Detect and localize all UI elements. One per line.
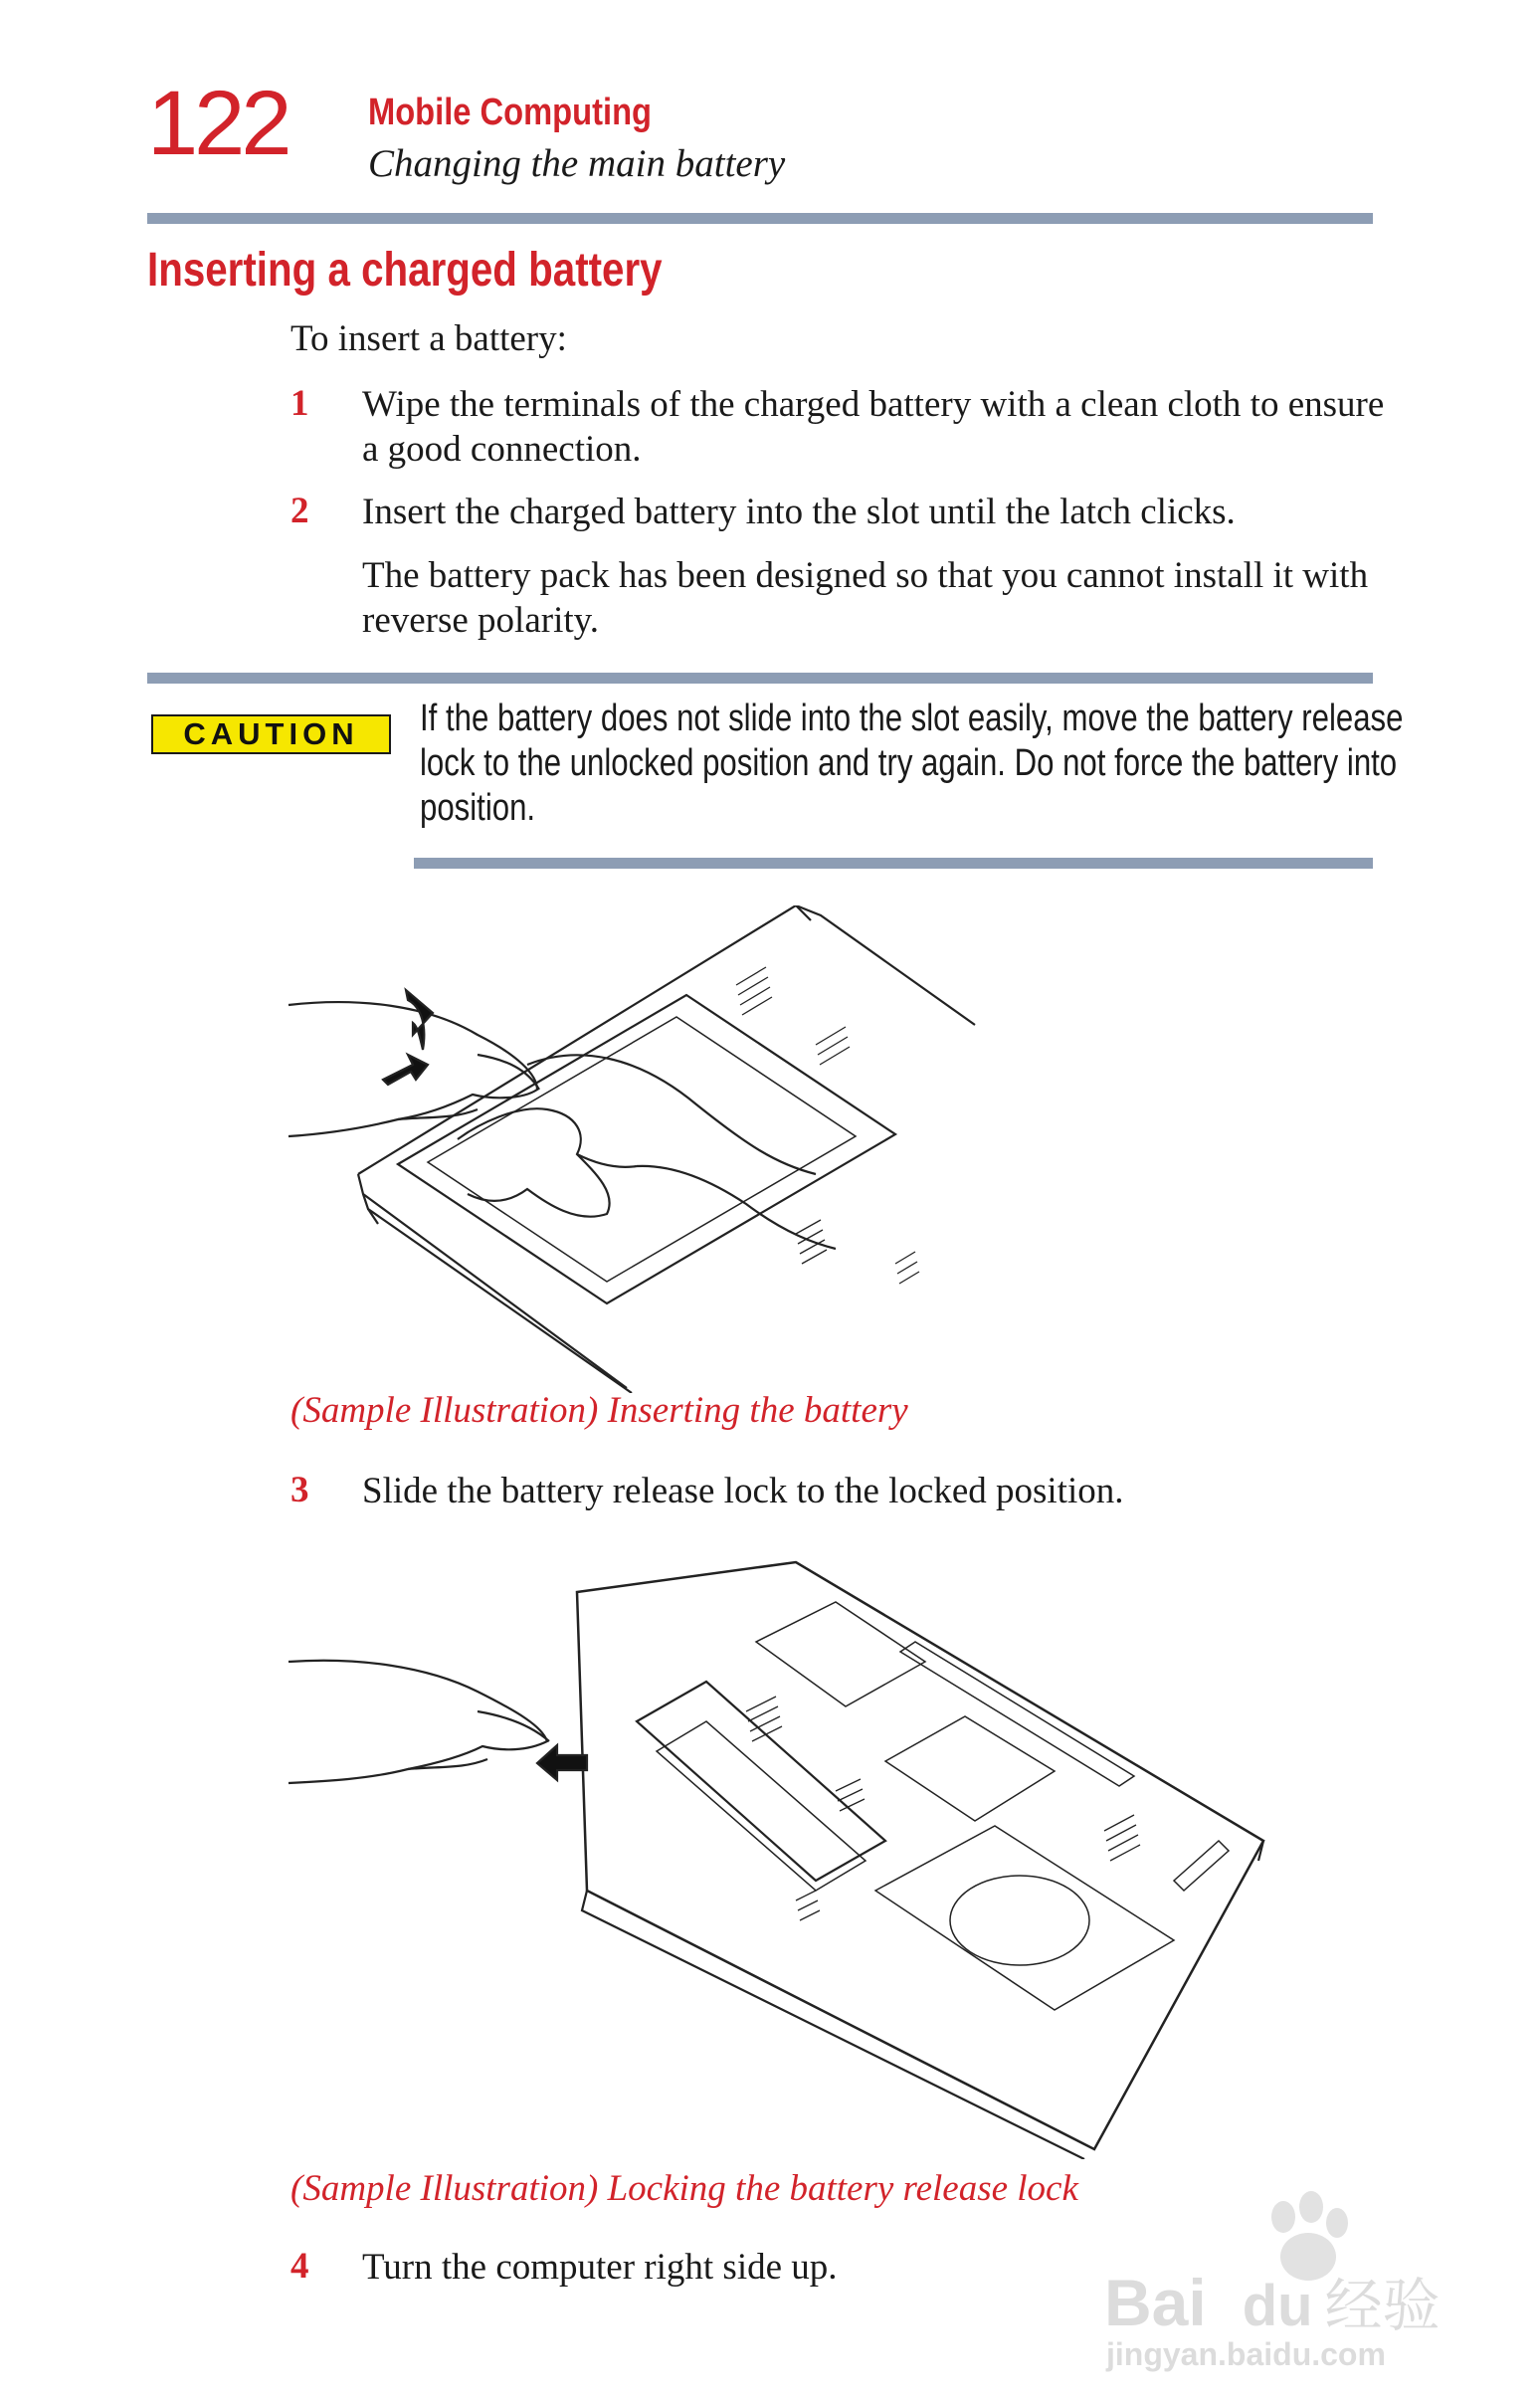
header-rule [147, 213, 1373, 224]
page-number: 122 [147, 73, 289, 174]
watermark-brand: Bai [1104, 2266, 1207, 2339]
watermark-brand-suffix: du [1242, 2274, 1313, 2338]
caution-bottom-rule [414, 858, 1373, 869]
watermark-cn: 经验 [1324, 2274, 1441, 2338]
illustration-inserting-battery [279, 905, 1015, 1393]
watermark-url: jingyan.baidu.com [1106, 2336, 1386, 2372]
step-2-note: The battery pack has been designed so that you cannot install it with reverse polarity. [362, 555, 1369, 641]
caution-text: If the battery does not slide into the slot easily, move the battery release lock to the unlocked position and try again. Do not force the battery into position. [420, 698, 1404, 829]
figure-caption-2: (Sample Illustration) Locking the battery release lock [290, 2168, 1078, 2209]
chapter-title: Mobile Computing [368, 92, 652, 133]
step-text-2: Insert the charged battery into the slot until the latch clicks. [362, 492, 1236, 532]
section-title: Inserting a charged battery [147, 244, 663, 297]
step-number-3: 3 [290, 1470, 309, 1510]
section-subtitle: Changing the main battery [368, 142, 786, 185]
intro-text: To insert a battery: [290, 318, 567, 359]
caution-badge: CAUTION [151, 714, 391, 754]
baidu-watermark [1104, 2189, 1502, 2378]
caution-top-rule [147, 673, 1373, 684]
step-text-4: Turn the computer right side up. [362, 2247, 838, 2288]
step-text-3: Slide the battery release lock to the locked position. [362, 1471, 1124, 1511]
step-text-1: Wipe the terminals of the charged battery with a clean cloth to ensure a good connection. [362, 384, 1385, 470]
figure-caption-1: (Sample Illustration) Inserting the battery [290, 1390, 908, 1431]
step-number-2: 2 [290, 491, 309, 531]
step-number-1: 1 [290, 383, 309, 424]
illustration-locking-battery [279, 1542, 1273, 2159]
step-number-4: 4 [290, 2246, 309, 2287]
